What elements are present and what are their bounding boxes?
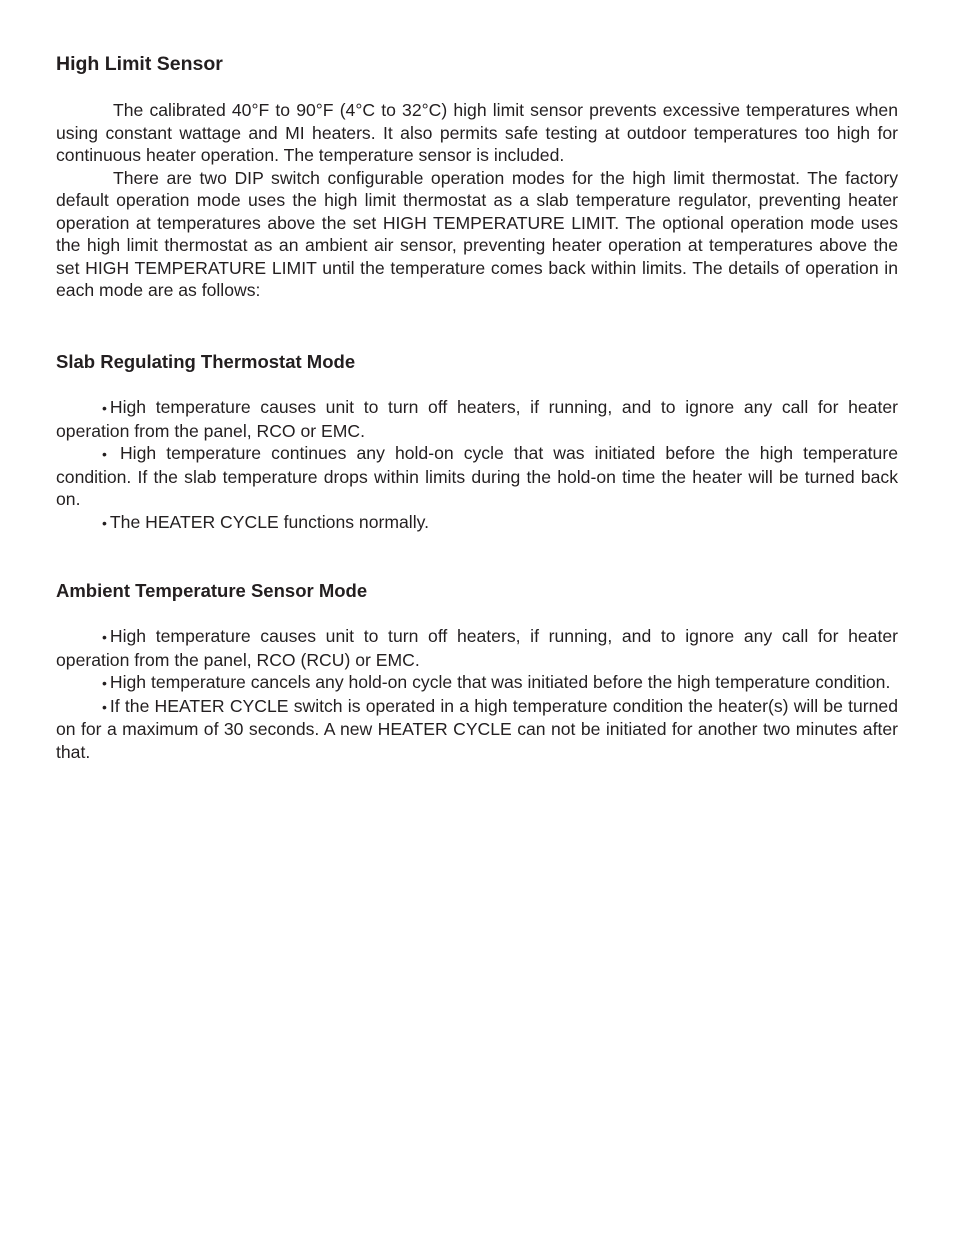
bullet-icon: •: [102, 400, 107, 416]
bullet-icon: •: [102, 446, 107, 462]
list-item: [56, 671, 898, 695]
list-item-text: High temperature cancels any hold-on cycle that was initiated before the high temperature condition.: [109, 672, 891, 692]
slab-mode-list: [56, 396, 898, 534]
list-item-text: High temperature causes unit to turn off heaters, if running, and to ignore any call for heater operation from the panel, RCO (RCU) or EMC.: [56, 626, 898, 670]
bullet-icon: •: [102, 514, 107, 531]
list-item-text: High temperature causes unit to turn off heaters, if running, and to ignore any call for heater operation from the panel, RCO or EMC.: [56, 397, 898, 441]
list-item: [56, 625, 898, 671]
list-item: [56, 442, 898, 511]
paragraph: The calibrated 40°F to 90°F (4°C to 32°C) high limit sensor prevents excessive temperatures when using constant wattage and MI heaters. It also permits safe testing at outdoor temperatures too high for continuous heater operation. The temperature sensor is included.: [56, 100, 898, 165]
bullet-icon: •: [102, 675, 107, 691]
list-item: [56, 695, 898, 764]
list-item: [56, 511, 898, 535]
list-item-text: High temperature continues any hold-on cycle that was initiated before the high temperature condition. If the slab temperature drops within limits during the hold-on time the heater will be turned back on.: [56, 443, 898, 509]
section-title-high-limit-sensor: High Limit Sensor: [56, 53, 223, 75]
ambient-mode-list: [56, 625, 898, 763]
list-item-text: The HEATER CYCLE functions normally.: [109, 511, 429, 532]
bullet-icon: •: [102, 629, 107, 645]
list-item: [56, 396, 898, 442]
high-limit-body: [56, 99, 898, 302]
section-title-ambient-mode: Ambient Temperature Sensor Mode: [56, 580, 368, 601]
list-item-text: If the HEATER CYCLE switch is operated in a high temperature condition the heater(s) will be turned on for a maximum of 30 seconds. A new HEATER CYCLE can not be initiated for another two minutes after that.: [56, 695, 898, 762]
section-title-slab-mode: Slab Regulating Thermostat Mode: [56, 351, 356, 372]
paragraph: There are two DIP switch configurable operation modes for the high limit thermostat. The factory default operation mode uses the high limit thermostat as a slab temperature regulator, preventing heater operation at temperatures above the set HIGH TEMPERATURE LIMIT. The optional operation mode uses the high limit thermostat as an ambient air sensor, preventing heater operation at temperatures above the set HIGH TEMPERATURE LIMIT until the temperature comes back within limits. The details of operation in each mode are as follows:: [56, 167, 898, 300]
bullet-icon: •: [102, 698, 107, 715]
